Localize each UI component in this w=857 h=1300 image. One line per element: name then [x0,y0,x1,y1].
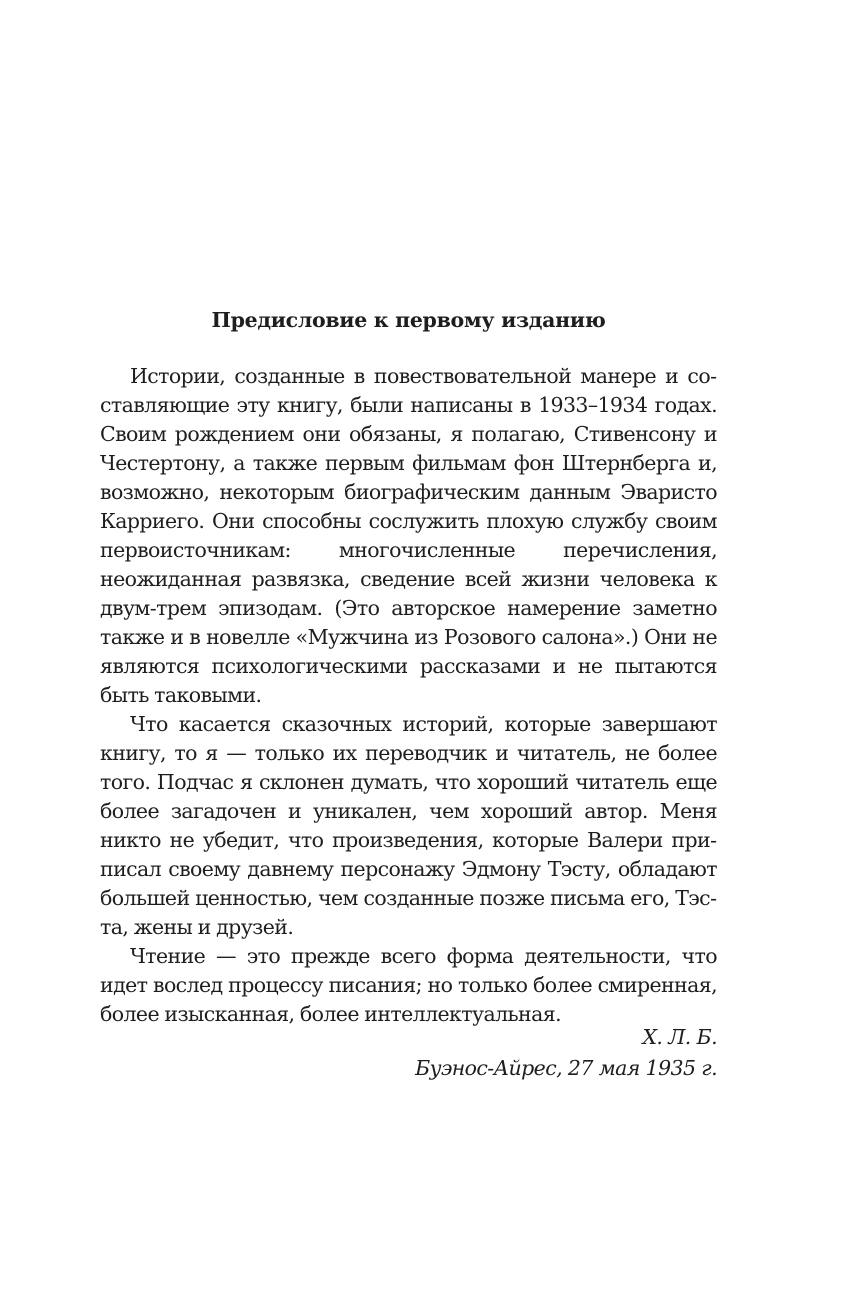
signature-block [415,1022,717,1084]
page-title: Предисловие к первому изданию [211,308,606,332]
paragraph-1: Истории, созданные в повествовательной манере и составляющие эту книгу, были написаны в 1933–1934 годах. Своим рождением они обязаны, я полагаю, Стивенсону и Честертону, а также первым фильмам фон Штернберга и, возможно, некоторым биографическим данным Эваристо Карриего. Они способны сослужить плохую службу своим первоисточникам: многочисленные перечисления, неожиданная развязка, сведение всей жизни человека к двум-трем эпизодам. (Это авторское намерение заметно также и в новелле «Мужчина из Розового салона».) Они не являются психологическими рассказами и не пытаются быть таковыми. [100,364,717,707]
place-and-date: Буэнос-Айрес, 27 мая 1935 г. [415,1056,717,1080]
preface-text [100,362,717,1029]
author-initials: Х. Л. Б. [642,1025,717,1049]
paragraph-3: Чтение — это прежде всего форма деятельности, что идет вослед процессу писания; но только более смиренная, более изысканная, более интеллектуальная. [100,944,717,1026]
paragraph-2: Что касается сказочных историй, которые завершают книгу, то я — только их переводчик и читатель, не более того. Подчас я склонен думать, что хороший читатель еще более загадочен и уникален, чем хороший автор. Меня никто не убедит, что произведения, которые Валери приписал своему давнему персонажу Эдмону Тэсту, обладают большей ценностью, чем созданные позже письма его, Тэста, жены и друзей. [100,712,717,939]
